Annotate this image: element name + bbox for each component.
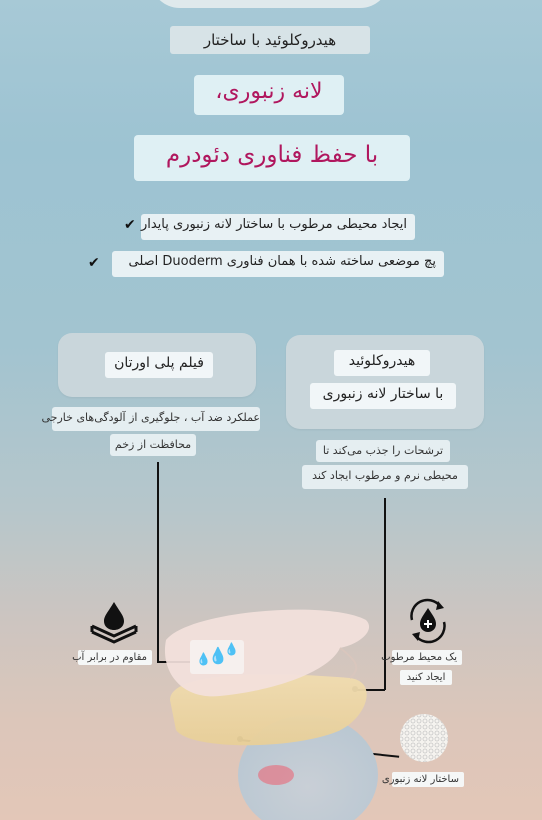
polyurethane-title: فیلم پلی اورتان [105, 352, 213, 378]
headline-line1: لانه زنبوری، [194, 75, 344, 115]
water-drop-icon: 💧 [196, 652, 211, 666]
moist-label-2: ایجاد کنید [400, 670, 452, 685]
water-drops-badge [190, 640, 244, 674]
check-icon: ✔ [124, 217, 136, 233]
wound-spot [258, 765, 294, 785]
waterproof-label: مقاوم در برابر آب [78, 650, 152, 665]
hydrocolloid-title: هیدروکلوئید [334, 350, 430, 376]
hydrocolloid-desc-2: محیطی نرم و مرطوب ایجاد کند [302, 465, 468, 489]
feature-2: پچ موضعی ساخته شده با همان فناوری Duoderm اصلی [112, 251, 444, 277]
water-drop-icon: 💧 [208, 646, 228, 665]
hydrocolloid-subtitle: با ساختار لانه زنبوری [310, 383, 456, 409]
waterproof-layers-icon [88, 600, 140, 644]
honeycomb-icon [398, 712, 450, 764]
patch-illustration [140, 600, 400, 820]
polyurethane-desc-1: عملکرد ضد آب ، جلوگیری از آلودگی‌های خارجی [52, 407, 260, 431]
polyurethane-desc-2: محافظت از زخم [110, 434, 196, 456]
moist-label-1: یک محیط مرطوب [392, 650, 462, 665]
headline-line2: با حفظ فناوری دئودرم [134, 135, 410, 181]
top-decoration [150, 0, 390, 8]
honeycomb-label: ساختار لانه زنبوری [392, 772, 464, 787]
check-icon: ✔ [88, 255, 100, 271]
subtitle: هیدروکلوئید با ساختار [170, 26, 370, 54]
feature-1: ایجاد محیطی مرطوب با ساختار لانه زنبوری پایدار [141, 214, 415, 240]
hydrocolloid-desc-1: ترشحات را جذب می‌کند تا [316, 440, 450, 462]
water-drop-icon: 💧 [224, 642, 239, 656]
moisture-cycle-icon [404, 598, 452, 644]
